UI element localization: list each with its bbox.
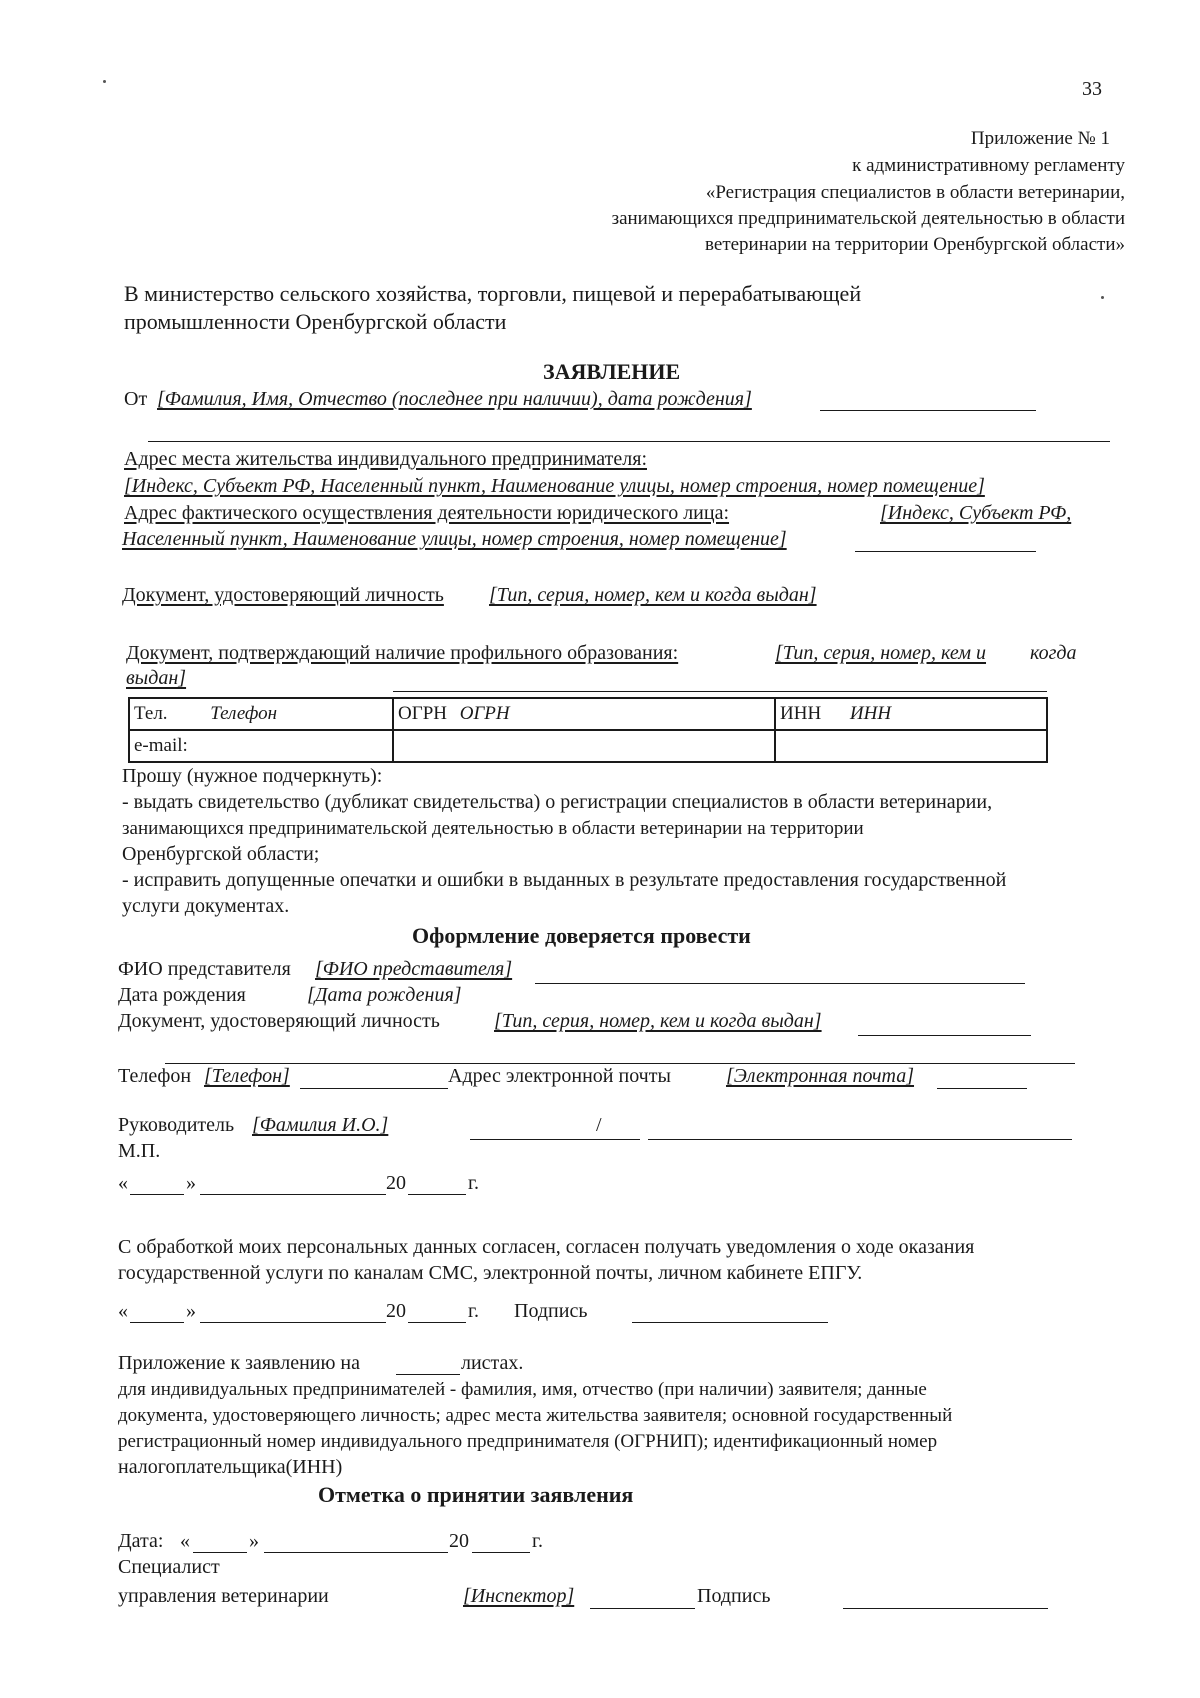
ogrn-label: ОГРН — [398, 703, 447, 724]
addressee-line-2: промышленности Оренбургской области — [124, 309, 507, 334]
consent-year-suffix: г. — [468, 1300, 479, 1322]
acceptance-year-suffix: г. — [532, 1530, 543, 1552]
acceptance-date-day-line — [193, 1552, 247, 1553]
appendix-line-2: к административному регламенту — [852, 155, 1125, 176]
tel-value: Телефон — [210, 703, 278, 724]
consent-year-prefix: 20 — [386, 1300, 406, 1322]
scan-speck — [1101, 296, 1104, 299]
appendix-line-5: ветеринарии на территории Оренбургской области» — [705, 234, 1125, 255]
head-date-day-line — [130, 1194, 184, 1195]
email-cell[interactable] — [129, 730, 393, 762]
head-year-line — [408, 1194, 466, 1195]
page-number: 33 — [1082, 78, 1102, 100]
appendix-line-3: «Регистрация специалистов в области ветеринарии, — [705, 182, 1125, 203]
inn-label: ИНН — [780, 703, 822, 724]
actual-address-placeholder-2[interactable]: Населенный пункт, Наименование улицы, номер строения, номер помещение] — [122, 528, 787, 550]
consent-year-line — [408, 1322, 466, 1323]
acceptance-year-prefix: 20 — [449, 1530, 469, 1552]
consent-date-open: « — [118, 1300, 128, 1322]
attachment-prefix: Приложение к заявлению на — [118, 1352, 361, 1374]
education-doc-placeholder-2[interactable]: когда — [1030, 642, 1077, 664]
representative-fio-label: ФИО представителя — [118, 958, 291, 980]
acceptance-date-open: « — [180, 1530, 190, 1552]
ogrn-value: ОГРН — [459, 703, 510, 724]
attachment-sheets-line[interactable] — [396, 1374, 460, 1375]
acceptance-date-month-line — [264, 1552, 448, 1553]
acceptance-heading: Отметка о принятии заявления — [318, 1482, 634, 1507]
identity-doc-placeholder[interactable]: [Тип, серия, номер, кем и когда выдан] — [489, 584, 817, 606]
empty-cell[interactable] — [393, 730, 775, 762]
table-row — [129, 698, 1047, 730]
acceptance-sign-label: Подпись — [697, 1585, 771, 1607]
representative-email-underline — [937, 1088, 1027, 1089]
representative-phone-underline — [300, 1088, 448, 1089]
inn-cell[interactable] — [775, 698, 1047, 730]
representative-doc-label: Документ, удостоверяющий личность — [118, 1010, 440, 1032]
from-placeholder[interactable]: [Фамилия, Имя, Отчество (последнее при наличии), дата рождения] — [157, 388, 752, 410]
ogrn-cell[interactable] — [393, 698, 775, 730]
representative-doc-value[interactable]: [Тип, серия, номер, кем и когда выдан] — [494, 1010, 822, 1032]
representative-doc-underline — [858, 1035, 1031, 1036]
representative-dob-label: Дата рождения — [118, 984, 246, 1006]
head-label: Руководитель — [118, 1114, 235, 1136]
inn-value: ИНН — [849, 703, 892, 724]
attachment-suffix: листах. — [461, 1352, 524, 1374]
head-name-line — [648, 1139, 1072, 1140]
empty-cell[interactable] — [775, 730, 1047, 762]
residence-placeholder[interactable]: [Индекс, Субъект РФ, Населенный пункт, Наименование улицы, номер строения, номер помещение] — [124, 475, 985, 497]
consent-date-day-line — [130, 1322, 184, 1323]
from-underline-2 — [148, 441, 1110, 442]
inspector-value[interactable]: [Инспектор] — [463, 1585, 575, 1607]
representative-fio-value[interactable]: [ФИО представителя] — [315, 958, 513, 980]
head-year-prefix: 20 — [386, 1172, 406, 1194]
email-label: e-mail: — [134, 735, 188, 756]
consent-date-close: » — [186, 1300, 196, 1322]
request-intro: Прошу (нужное подчеркнуть): — [122, 765, 383, 787]
actual-address-underline — [855, 551, 1036, 552]
head-year-suffix: г. — [468, 1172, 479, 1194]
stamp-label: М.П. — [118, 1140, 161, 1162]
contacts-table — [128, 697, 1048, 763]
representative-heading: Оформление доверяется провести — [412, 923, 751, 948]
representative-email-value[interactable]: [Электронная почта] — [726, 1065, 915, 1087]
request-item-1-line-3[interactable]: Оренбургской области; — [122, 843, 320, 865]
head-signature-line — [470, 1139, 640, 1140]
representative-phone-value[interactable]: [Телефон] — [204, 1065, 290, 1087]
head-slash: / — [596, 1114, 602, 1136]
request-item-2-line-2[interactable]: услуги документах. — [122, 895, 290, 917]
consent-line-1: С обработкой моих персональных данных согласен, согласен получать уведомления о ходе оказания — [118, 1236, 975, 1258]
consent-line-2: государственной услуги по каналам СМС, электронной почты, личном кабинете ЕПГУ. — [118, 1262, 863, 1284]
education-doc-placeholder-3[interactable]: выдан] — [126, 667, 187, 689]
acceptance-sign-line[interactable] — [843, 1608, 1048, 1609]
residence-label: Адрес места жительства индивидуального предпринимателя: — [124, 448, 647, 470]
actual-address-label: Адрес фактического осуществления деятельности юридического лица: — [124, 502, 730, 524]
blank-line — [165, 1063, 1075, 1064]
acceptance-date-label: Дата: — [118, 1530, 164, 1552]
tel-label: Тел. — [134, 703, 168, 724]
addressee-line-1: В министерство сельского хозяйства, торговли, пищевой и перерабатывающей — [124, 281, 862, 306]
identity-doc-label: Документ, удостоверяющий личность — [122, 584, 444, 606]
request-item-1-line-1[interactable]: - выдать свидетельство (дубликат свидетельства) о регистрации специалистов в области ветеринарии, — [122, 791, 993, 813]
request-item-1-line-2[interactable]: занимающихся предпринимательской деятельностью в области ветеринарии на территории — [122, 818, 864, 839]
request-item-2-line-1[interactable]: - исправить допущенные опечатки и ошибки в выданных в результате предоставления государственной — [122, 869, 1007, 891]
table-top-rule — [393, 691, 1047, 692]
education-doc-placeholder-1[interactable]: [Тип, серия, номер, кем и — [775, 642, 987, 664]
acceptance-year-line — [472, 1552, 530, 1553]
attachment-line-2: документа, удостоверяющего личность; адрес места жительства заявителя; основной государственный — [118, 1405, 953, 1426]
head-date-close: » — [186, 1172, 196, 1194]
from-underline — [820, 410, 1036, 411]
table-row — [129, 730, 1047, 762]
specialist-line-2: управления ветеринарии — [118, 1585, 329, 1607]
inspector-underline — [590, 1608, 695, 1609]
attachment-line-3: регистрационный номер индивидуального предпринимателя (ОГРНИП); идентификационный номер — [118, 1431, 938, 1452]
actual-address-placeholder-1[interactable]: [Индекс, Субъект РФ, — [880, 502, 1072, 524]
document-title: ЗАЯВЛЕНИЕ — [543, 359, 681, 384]
representative-fio-underline — [535, 983, 1025, 984]
consent-date-month-line — [200, 1322, 386, 1323]
appendix-line-4: занимающихся предпринимательской деятельностью в области — [611, 208, 1125, 229]
representative-email-label: Адрес электронной почты — [448, 1065, 671, 1087]
representative-dob-value[interactable]: [Дата рождения] — [307, 984, 462, 1006]
attachment-line-1: для индивидуальных предпринимателей - фамилия, имя, отчество (при наличии) заявителя; данные — [118, 1379, 927, 1400]
head-date-month-line — [200, 1194, 386, 1195]
acceptance-date-close: » — [249, 1530, 259, 1552]
tel-cell[interactable] — [129, 698, 393, 730]
education-doc-label: Документ, подтверждающий наличие профильного образования: — [126, 642, 679, 664]
attachment-line-4: налогоплательщика(ИНН) — [118, 1456, 343, 1478]
from-label: От — [124, 388, 148, 410]
appendix-line-1: Приложение № 1 — [970, 128, 1110, 149]
consent-sign-line[interactable] — [632, 1322, 828, 1323]
head-date-open: « — [118, 1172, 128, 1194]
scan-speck — [103, 80, 106, 83]
specialist-line-1: Специалист — [118, 1556, 220, 1578]
representative-phone-label: Телефон — [118, 1065, 192, 1087]
head-value[interactable]: [Фамилия И.О.] — [252, 1114, 389, 1136]
consent-sign-label: Подпись — [514, 1300, 588, 1322]
